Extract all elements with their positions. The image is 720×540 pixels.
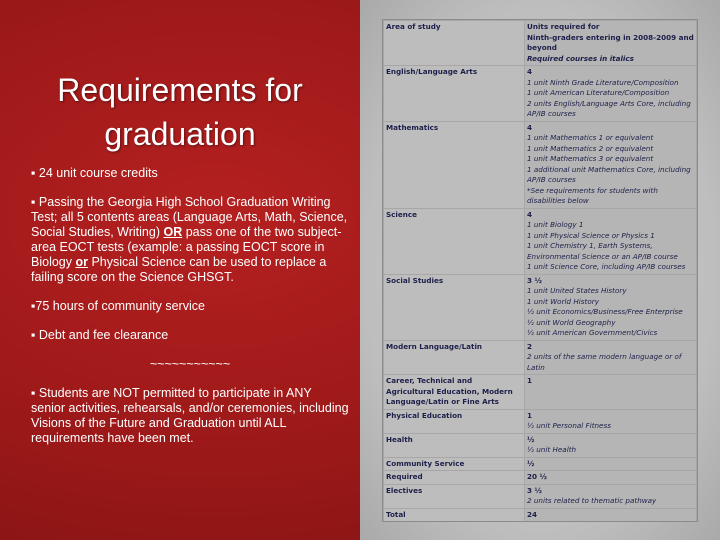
unit-count: 3 ½ bbox=[527, 485, 542, 495]
unit-course-line: 1 unit Mathematics 1 or equivalent bbox=[527, 133, 654, 142]
table-header-row bbox=[384, 21, 697, 66]
bullet-ghsgt bbox=[31, 195, 349, 285]
row-area-of-study: Health bbox=[384, 433, 525, 457]
row-units bbox=[525, 274, 697, 340]
unit-course-line: 1 unit Physical Science or Physics 1 bbox=[527, 230, 655, 240]
unit-course-line: 1 unit World History bbox=[527, 296, 599, 306]
title-line-1: Requirements for bbox=[57, 72, 303, 108]
table-row bbox=[384, 508, 697, 522]
unit-course-line: 1 unit Science Core, including AP/IB courses bbox=[527, 262, 686, 271]
row-units bbox=[525, 433, 697, 457]
row-units bbox=[525, 66, 697, 122]
row-area-of-study: Electives bbox=[384, 484, 525, 508]
row-units bbox=[525, 121, 697, 208]
unit-course-line: 1 additional unit Mathematics Core, including AP/IB courses bbox=[527, 164, 691, 184]
slide-title bbox=[20, 68, 340, 156]
row-area-of-study: Social Studies bbox=[384, 274, 525, 340]
requirements-table bbox=[382, 19, 698, 522]
unit-count: 1 bbox=[527, 410, 533, 420]
header-units bbox=[525, 21, 697, 66]
header-units-line3: Required courses in italics bbox=[527, 53, 634, 63]
unit-course-line: 2 units related to thematic pathway bbox=[527, 496, 657, 505]
unit-course-line: ½ unit World Geography bbox=[527, 317, 616, 327]
unit-course-line: ½ unit Personal Fitness bbox=[527, 421, 611, 430]
unit-course-line: 1 unit Mathematics 2 or equivalent bbox=[527, 143, 654, 153]
table-row bbox=[384, 409, 697, 433]
bullet-ghsgt-text-b: pass one of the two subject-area EOCT tests (example: a passing EOCT score in Biology bbox=[31, 225, 342, 269]
bullet-debt-fee: ▪ Debt and fee clearance bbox=[31, 328, 169, 342]
unit-count: 1 bbox=[527, 376, 533, 385]
row-units bbox=[525, 508, 697, 522]
unit-course-line: ½ unit American Government/Civics bbox=[527, 328, 658, 337]
row-area-of-study: Community Service bbox=[384, 457, 525, 471]
unit-course-line: 2 units of the same modern language or of Latin bbox=[527, 352, 682, 372]
bullet-ghsgt-text-c: Physical Science can be used to replace a failing score on the Science GHSGT. bbox=[31, 255, 327, 284]
row-units bbox=[525, 471, 697, 485]
bullet-ghsgt-text-a: ▪ Passing the Georgia High School Graduation Writing Test; all 5 contents areas (Language Arts, Math, Science, Social Studies, Writing) bbox=[31, 195, 348, 239]
row-units bbox=[525, 484, 697, 508]
unit-course-line: 1 unit Chemistry 1, Earth Systems, Environmental Science or an AP/IB course bbox=[527, 241, 678, 261]
row-area-of-study: Total bbox=[384, 508, 525, 522]
unit-course-line: *See requirements for students with disabilities below bbox=[527, 185, 658, 205]
table-body bbox=[384, 66, 697, 522]
table-row bbox=[384, 457, 697, 471]
row-area-of-study: Physical Education bbox=[384, 409, 525, 433]
unit-count: 4 bbox=[527, 209, 533, 219]
table-row bbox=[384, 274, 697, 340]
table-row bbox=[384, 433, 697, 457]
unit-course-line: ½ unit Health bbox=[527, 445, 577, 454]
row-area-of-study: Modern Language/Latin bbox=[384, 340, 525, 375]
unit-course-line: 1 unit American Literature/Composition bbox=[527, 88, 670, 97]
or-emphasis-1: OR bbox=[163, 225, 183, 239]
row-area-of-study: Mathematics bbox=[384, 121, 525, 208]
table-row bbox=[384, 484, 697, 508]
table-row bbox=[384, 66, 697, 122]
unit-count: ½ bbox=[527, 458, 535, 468]
row-units bbox=[525, 208, 697, 274]
unit-course-line: 2 units English/Language Arts Core, including AP/IB courses bbox=[527, 98, 691, 118]
table-row bbox=[384, 375, 697, 410]
header-area-of-study: Area of study bbox=[384, 21, 525, 66]
unit-course-line: ½ unit Economics/Business/Free Enterprise bbox=[527, 307, 683, 316]
bullet-senior-activities: ▪ Students are NOT permitted to participate in ANY senior activities, rehearsals, and/or ceremonies, including Visions of the Future and Graduation until ALL requirements have been met. bbox=[31, 386, 349, 445]
table-filler-row bbox=[384, 522, 697, 523]
row-area-of-study: Career, Technical and Agricultural Education, Modern Language/Latin or Fine Arts bbox=[384, 375, 525, 410]
unit-course-line: 1 unit Mathematics 3 or equivalent bbox=[527, 154, 654, 163]
bullet-community-service: ▪75 hours of community service bbox=[31, 299, 205, 313]
or-emphasis-2: or bbox=[75, 255, 88, 269]
unit-course-line: 1 unit Ninth Grade Literature/Composition bbox=[527, 77, 679, 87]
unit-count: 20 ½ bbox=[527, 472, 547, 481]
table-row bbox=[384, 340, 697, 375]
table-row bbox=[384, 471, 697, 485]
row-area-of-study: Science bbox=[384, 208, 525, 274]
row-units bbox=[525, 375, 697, 410]
unit-count: 4 bbox=[527, 122, 533, 132]
unit-count: 4 bbox=[527, 67, 533, 76]
unit-course-line: 1 unit Biology 1 bbox=[527, 220, 584, 229]
requirements-list bbox=[31, 166, 349, 446]
tilde-divider: ~~~~~~~~~~~ bbox=[149, 357, 231, 371]
table-row bbox=[384, 208, 697, 274]
bullet-unit-credits: ▪ 24 unit course credits bbox=[31, 166, 158, 180]
row-units bbox=[525, 340, 697, 375]
unit-course-line: 1 unit United States History bbox=[527, 286, 627, 295]
table-row bbox=[384, 121, 697, 208]
row-units bbox=[525, 409, 697, 433]
unit-count: 2 bbox=[527, 341, 533, 351]
unit-count: 3 ½ bbox=[527, 275, 542, 285]
row-area-of-study: English/Language Arts bbox=[384, 66, 525, 122]
unit-count: 24 bbox=[527, 509, 538, 519]
header-units-line1: Units required for bbox=[527, 22, 600, 31]
row-area-of-study: Required bbox=[384, 471, 525, 485]
row-units bbox=[525, 457, 697, 471]
title-line-2: graduation bbox=[104, 116, 256, 152]
header-units-line2: Ninth-graders entering in 2008-2009 and beyond bbox=[527, 32, 694, 52]
unit-count: ½ bbox=[527, 434, 535, 444]
